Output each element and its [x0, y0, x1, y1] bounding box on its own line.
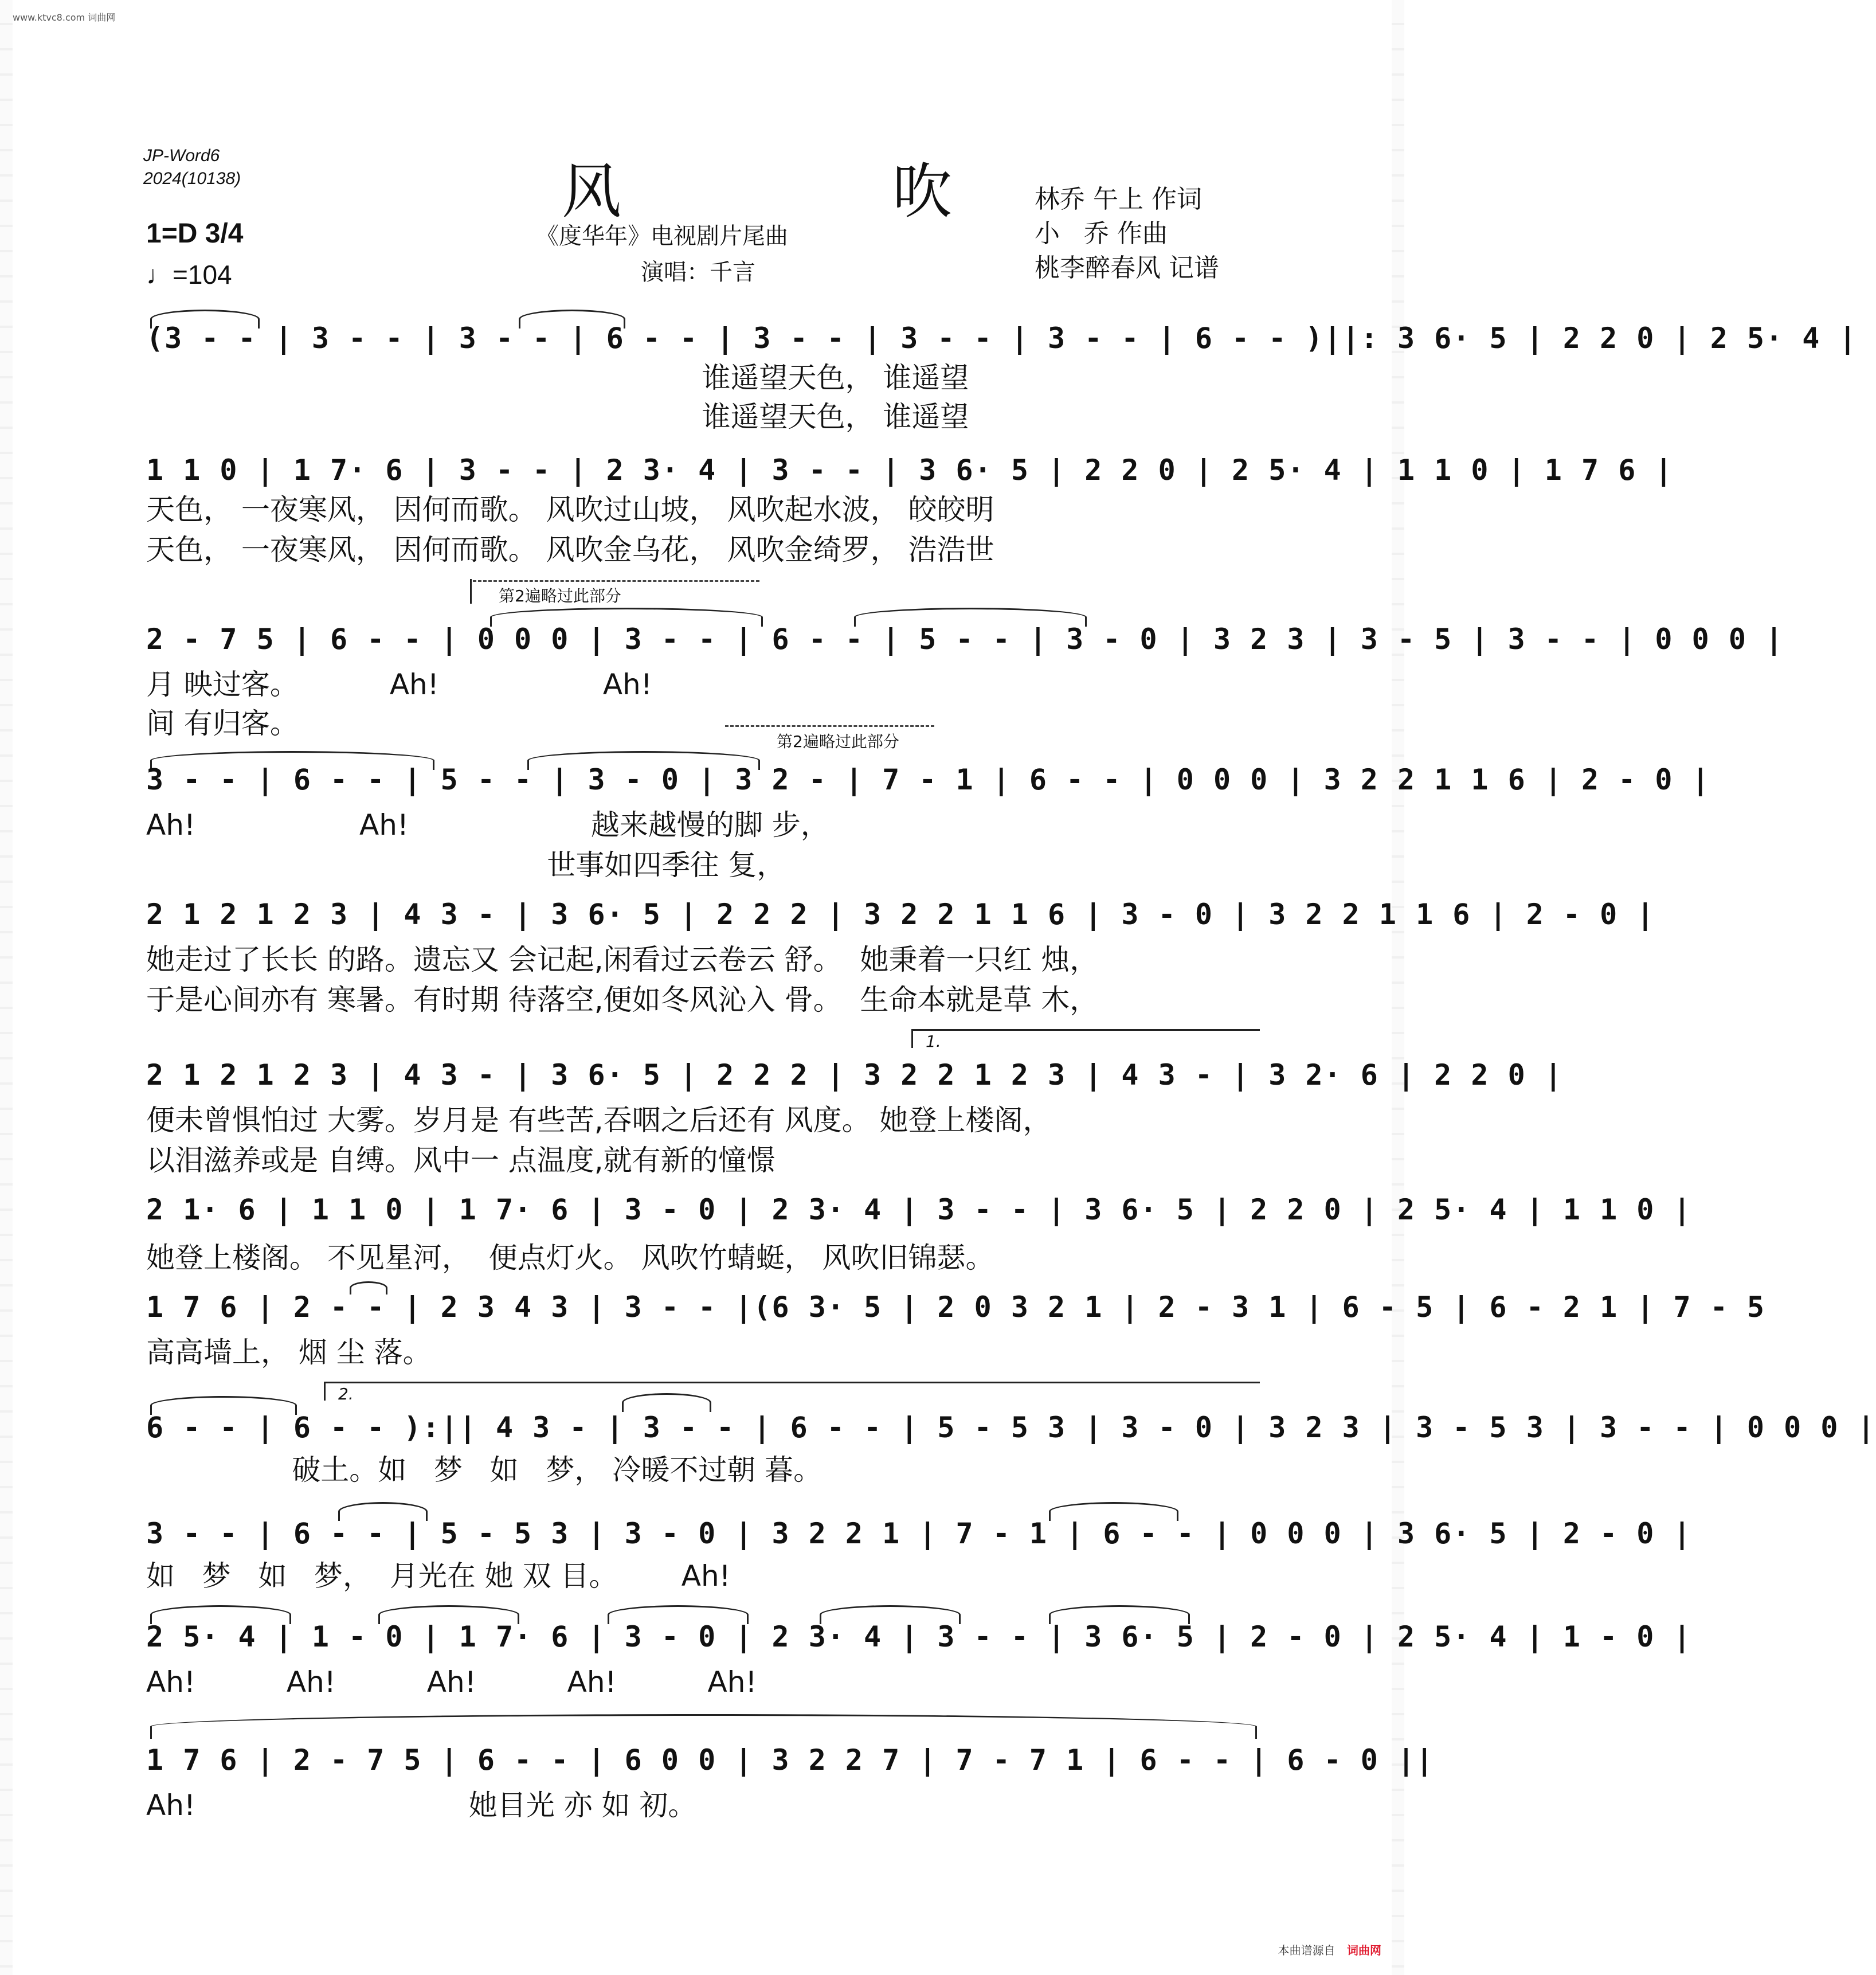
footer: [1278, 1941, 1381, 1958]
lyrics-row-4-verse-2: 世事如四季往 复，: [146, 848, 786, 882]
slur: [150, 1714, 1257, 1739]
lyrics-row-8: 高高墙上， 烟 尘 落。: [146, 1336, 432, 1369]
notation-row-1: (3 - - | 3 - - | 3 - - | 6 - - | 3 - - | 3 - - | 3 - - | 6 - - )||: 3 6· 5 | 2 2 0 | 2 5· 4 |: [146, 322, 1858, 355]
lyrics-row-10: 如 梦 如 梦， 月光在 她 双 目。 Ah!: [146, 1559, 731, 1593]
lyrics-row-1-verse-2: 谁遥望天色， 谁遥望: [146, 400, 969, 433]
lyrics-row-6-verse-2: 以泪滋养或是 自缚。风中一 点温度,就有新的憧憬: [146, 1144, 776, 1177]
singer: 演唱：千言: [641, 259, 755, 286]
skip-note: 第2遍略过此部分: [777, 732, 899, 751]
site-url: www.ktvc8.com 词曲网: [13, 12, 116, 23]
notation-row-8: 1 7 6 | 2 - - | 2 3 4 3 | 3 - - |(6 3· 5 | 2 0 3 2 1 | 2 - 3 1 | 6 - 5 | 6 - 2 1 | 7 - 5: [146, 1290, 1766, 1324]
transcriber: 桃李醉春风 记谱: [1035, 253, 1219, 283]
notation-row-11: 2 5· 4 | 1 - 0 | 1 7· 6 | 3 - 0 | 2 3· 4 | 3 - - | 3 6· 5 | 2 - 0 | 2 5· 4 | 1 - 0 |: [146, 1620, 1692, 1653]
right-margin-strip: [1392, 0, 1404, 1975]
notation-row-7: 2 1· 6 | 1 1 0 | 1 7· 6 | 3 - 0 | 2 3· 4 | 3 - - | 3 6· 5 | 2 2 0 | 2 5· 4 | 1 1 0 |: [146, 1193, 1692, 1226]
lyrics-row-9: 破土。如 梦 如 梦， 冷暖不过朝 暮。: [146, 1453, 823, 1487]
lyrics-row-2-verse-2: 天色， 一夜寒风， 因何而歌。 风吹金乌花， 风吹金绮罗， 浩浩世: [146, 533, 994, 566]
lyrics-row-1-verse-1: 谁遥望天色， 谁遥望: [146, 361, 969, 394]
lyrics-row-3-verse-1: 月 映过客。 Ah! Ah!: [146, 668, 652, 701]
volta-2-label: 2.: [338, 1385, 354, 1403]
lyrics-row-5-verse-1: 她走过了长长 的路。遗忘又 会记起,闲看过云卷云 舒。 她秉着一只红 烛，: [146, 943, 1099, 976]
lyrics-row-6-verse-1: 便未曾惧怕过 大雾。岁月是 有些苦,吞咽之后还有 风度。 她登上楼阁，: [146, 1104, 1052, 1137]
notation-row-9: 6 - - | 6 - - ):|| 4 3 - | 3 - - | 6 - - | 5 - 5 3 | 3 - 0 | 3 2 3 | 3 - 5 3 | 3 - - | 0 0 0 |: [146, 1411, 1876, 1444]
lyrics-row-5-verse-2: 于是心间亦有 寒暑。有时期 待落空,便如冬风沁入 骨。 生命本就是草 木，: [146, 983, 1099, 1016]
skip-dash-line: [473, 580, 759, 582]
software-info: [143, 144, 241, 190]
footer-source: 本曲谱源自: [1278, 1943, 1335, 1957]
score-code: 2024(10138): [143, 169, 241, 188]
song-subtitle: 《度华年》电视剧片尾曲: [536, 223, 788, 249]
skip-dash-line: [725, 725, 934, 727]
lyrics-row-7: 她登上楼阁。 不见星河， 便点灯火。 风吹竹蜻蜓， 风吹旧锦瑟。: [146, 1241, 994, 1274]
notation-row-10: 3 - - | 6 - - | 5 - 5 3 | 3 - 0 | 3 2 2 1 | 7 - 1 | 6 - - | 0 0 0 | 3 6· 5 | 2 - 0 |: [146, 1517, 1692, 1550]
lyrics-row-11: Ah! Ah! Ah! Ah! Ah!: [146, 1665, 757, 1699]
footer-brand-logo[interactable]: 词曲网: [1347, 1943, 1381, 1957]
skip-bracket: [470, 579, 472, 604]
composer: 小 乔 作曲: [1035, 219, 1168, 248]
tempo-mark: ♩=104: [146, 260, 232, 290]
volta-1-label: 1.: [926, 1032, 941, 1051]
notation-row-5: 2 1 2 1 2 3 | 4 3 - | 3 6· 5 | 2 2 2 | 3 2 2 1 1 6 | 3 - 0 | 3 2 2 1 1 6 | 2 - 0 |: [146, 898, 1655, 931]
notation-row-6: 2 1 2 1 2 3 | 4 3 - | 3 6· 5 | 2 2 2 | 3 2 2 1 2 3 | 4 3 - | 3 2· 6 | 2 2 0 |: [146, 1058, 1563, 1092]
skip-note: 第2遍略过此部分: [499, 586, 621, 605]
lyricist: 林乔 午上 作词: [1035, 185, 1202, 214]
left-margin-strip: [0, 0, 13, 1975]
lyrics-row-3-verse-2: 间 有归客。: [146, 707, 299, 740]
lyrics-row-4-verse-1: Ah! Ah! 越来越慢的脚 步，: [146, 808, 829, 842]
notation-row-4: 3 - - | 6 - - | 5 - - | 3 - 0 | 3 2 - | 7 - 1 | 6 - - | 0 0 0 | 3 2 2 1 1 6 | 2 - 0 |: [146, 763, 1710, 796]
key-signature: 1=D 3/4: [146, 218, 244, 249]
notation-row-12: 1 7 6 | 2 - 7 5 | 6 - - | 6 0 0 | 3 2 2 7 | 7 - 7 1 | 6 - - | 6 - 0 ||: [146, 1743, 1435, 1777]
notation-row-2: 1 1 0 | 1 7· 6 | 3 - - | 2 3· 4 | 3 - - | 3 6· 5 | 2 2 0 | 2 5· 4 | 1 1 0 | 1 7 6 |: [146, 453, 1674, 487]
lyrics-row-2-verse-1: 天色， 一夜寒风， 因何而歌。 风吹过山坡， 风吹起水波， 皎皎明: [146, 493, 994, 526]
notation-row-3: 2 - 7 5 | 6 - - | 0 0 0 | 3 - - | 6 - - | 5 - - | 3 - 0 | 3 2 3 | 3 - 5 | 3 - - | 0 0 0 |: [146, 623, 1784, 656]
volta-2-bracket: [324, 1382, 1260, 1401]
lyrics-row-12: Ah! 她目光 亦 如 初。: [146, 1789, 697, 1822]
song-title: 风 吹: [562, 157, 1079, 226]
credits: [1035, 182, 1219, 286]
slur: [622, 1393, 711, 1412]
software-name: JP-Word6: [143, 146, 220, 165]
volta-1-bracket: [911, 1029, 1260, 1048]
